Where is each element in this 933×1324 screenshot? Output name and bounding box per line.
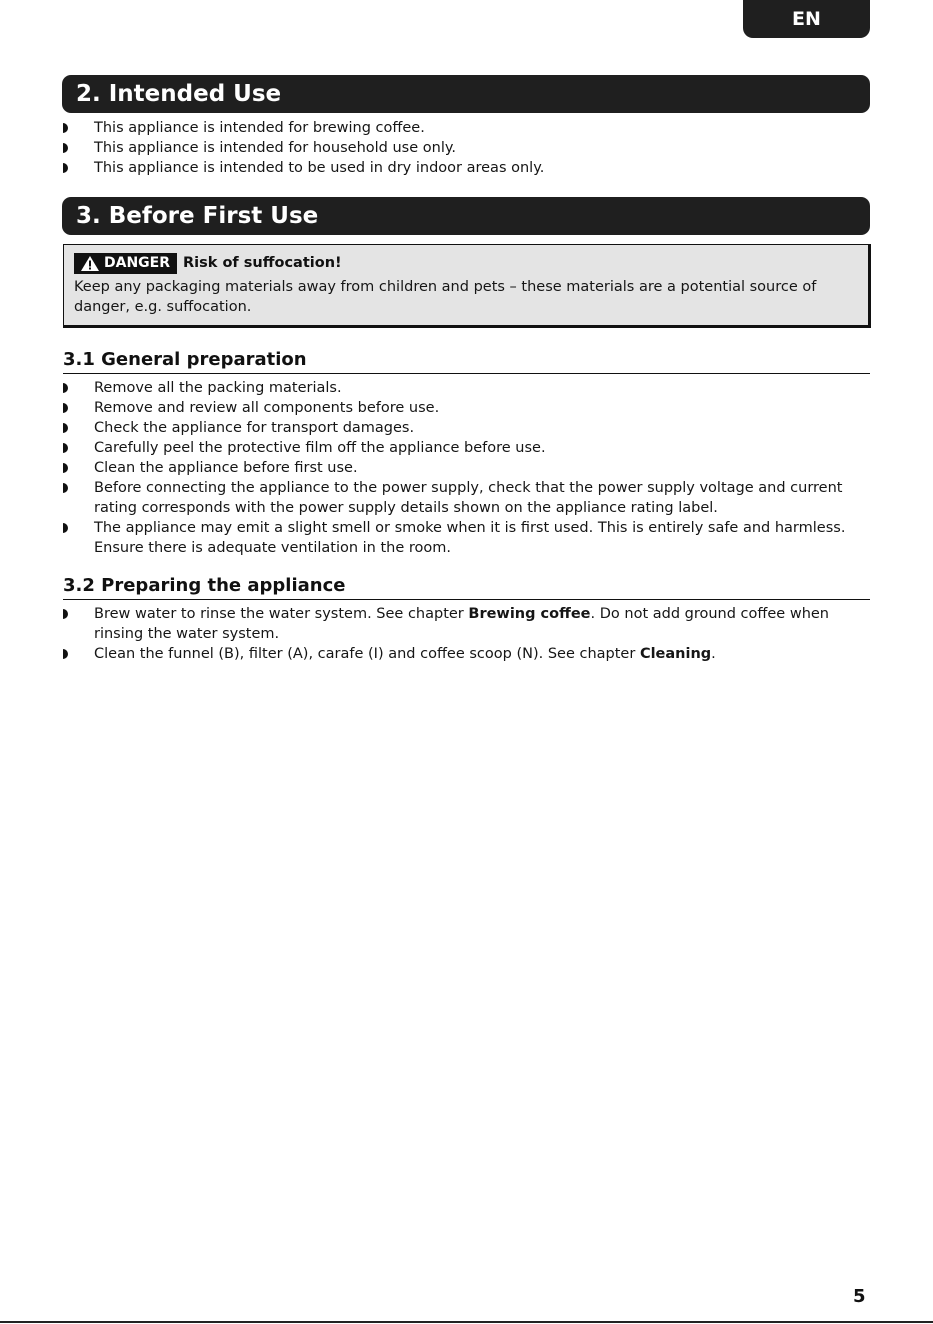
list-item-text: Remove and review all components before use. — [94, 400, 440, 416]
bullet-icon — [63, 403, 68, 413]
danger-notice — [63, 244, 871, 328]
language-label: EN — [792, 8, 821, 30]
subheading-general-preparation: 3.1 General preparation — [63, 349, 870, 374]
intended-use-list — [62, 118, 870, 178]
list-item — [62, 478, 870, 518]
list-item-text: This appliance is intended for household use only. — [94, 140, 456, 156]
list-item-text: Remove all the packing materials. — [94, 380, 342, 396]
list-item-text: Before connecting the appliance to the power supply, check that the power supply voltage and current rating corresponds with the power supply details shown on the appliance rating label. — [94, 480, 843, 516]
bullet-icon — [63, 163, 68, 173]
bottom-divider — [0, 1321, 933, 1323]
preparing-appliance-list — [62, 604, 870, 664]
list-item — [62, 118, 870, 138]
list-item — [62, 418, 870, 438]
bullet-icon — [63, 649, 68, 659]
bullet-icon — [63, 383, 68, 393]
bullet-icon — [63, 483, 68, 493]
section-heading-before-first-use — [62, 197, 870, 235]
danger-title: Risk of suffocation! — [183, 255, 342, 271]
list-item-text: This appliance is intended for brewing coffee. — [94, 120, 425, 136]
language-tab — [743, 0, 870, 38]
danger-badge — [74, 253, 177, 274]
danger-text: Keep any packaging materials away from children and pets – these materials are a potential source of danger, e.g. suffocation. — [74, 279, 817, 315]
bullet-icon — [63, 123, 68, 133]
list-item-text: Clean the appliance before first use. — [94, 460, 358, 476]
section-heading-intended-use — [62, 75, 870, 113]
list-item — [62, 518, 870, 558]
bullet-icon — [63, 423, 68, 433]
bullet-icon — [63, 443, 68, 453]
page-number: 5 — [853, 1286, 866, 1307]
list-item-text: The appliance may emit a slight smell or smoke when it is first used. This is entirely safe and harmless. Ensure there is adequate ventilation in the room. — [94, 520, 846, 556]
list-item — [62, 378, 870, 398]
list-item-text: Check the appliance for transport damages. — [94, 420, 415, 436]
bullet-icon — [63, 143, 68, 153]
general-preparation-list — [62, 378, 870, 558]
bullet-icon — [63, 523, 68, 533]
danger-label: DANGER — [104, 255, 171, 271]
list-item-text: Carefully peel the protective film off the appliance before use. — [94, 440, 546, 456]
list-item — [62, 458, 870, 478]
bullet-icon — [63, 609, 68, 619]
bullet-icon — [63, 463, 68, 473]
list-item-text: This appliance is intended to be used in dry indoor areas only. — [94, 160, 545, 176]
list-item — [62, 438, 870, 458]
list-item: Brew water to rinse the water system. See chapter Brewing coffee. Do not add ground coffee when rinsing the water system. — [62, 604, 870, 644]
list-item — [62, 138, 870, 158]
list-item: Clean the funnel (B), filter (A), carafe (I) and coffee scoop (N). See chapter Cleaning. — [62, 644, 870, 664]
section-title: 3. Before First Use — [76, 203, 319, 229]
chapter-reference: Brewing coffee — [468, 606, 591, 622]
list-item — [62, 398, 870, 418]
subheading-preparing-appliance: 3.2 Preparing the appliance — [63, 575, 870, 600]
list-item — [62, 158, 870, 178]
warning-icon — [80, 255, 100, 272]
chapter-reference: Cleaning — [639, 646, 712, 662]
section-title: 2. Intended Use — [76, 81, 282, 107]
